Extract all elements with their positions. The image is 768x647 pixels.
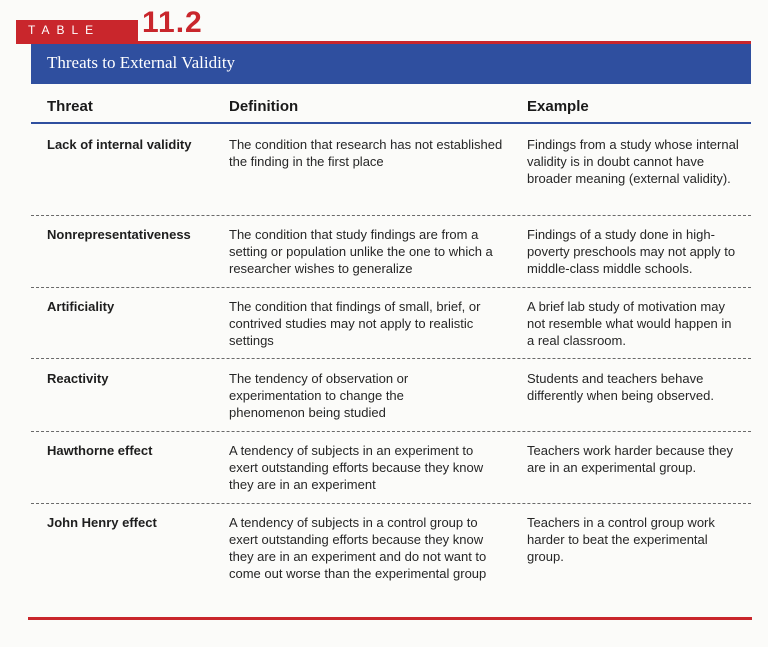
column-header-threat: Threat (47, 98, 93, 115)
table-row-definition: A tendency of subjects in a control group to exert outstanding efforts because they know they are in an experiment and do not want to come out worse than the experimental group (229, 515, 487, 581)
header-rule (31, 122, 751, 124)
table-row-definition: The condition that study findings are from a setting or population unlike the one to which a researcher wishes to generalize (229, 227, 493, 276)
table-row-example: Teachers work harder because they are in an experimental group. (527, 443, 733, 475)
table-number: 11.2 (142, 6, 203, 39)
table-label-word: TABLE (28, 23, 101, 37)
table-row-threat: Reactivity (47, 371, 109, 386)
table-row-example: Findings from a study whose internal validity is in doubt cannot have broader meaning (external validity). (527, 137, 739, 186)
table-row-threat: Lack of internal validity (47, 137, 192, 152)
table-row-example: Teachers in a control group work harder to beat the experimental group. (527, 515, 715, 564)
table-row-threat: John Henry effect (47, 515, 157, 530)
row-divider (31, 503, 751, 504)
table-row-example: Findings of a study done in high-poverty preschools may not apply to middle-class middle schools. (527, 227, 736, 276)
table-row-definition: The tendency of observation or experimentation to change the phenomenon being studied (229, 371, 409, 420)
row-divider (31, 431, 751, 432)
column-header-example: Example (527, 98, 589, 115)
table-row-definition: A tendency of subjects in an experiment to exert outstanding efforts because they know they are in an experiment (229, 443, 484, 492)
column-header-definition: Definition (229, 98, 299, 115)
bottom-red-rule (28, 617, 752, 620)
table-row-threat: Nonrepresentativeness (47, 227, 191, 242)
table-row-threat: Hawthorne effect (47, 443, 153, 458)
table-row-example: A brief lab study of motivation may not resemble what would happen in a real classroom. (527, 299, 732, 348)
row-divider (31, 358, 751, 359)
table-row-definition: The condition that findings of small, brief, or contrived studies may not apply to realistic settings (229, 299, 481, 348)
row-divider (31, 215, 751, 216)
table-row-example: Students and teachers behave differently when being observed. (527, 371, 714, 403)
table-row-definition: The condition that research has not established the finding in the first place (229, 137, 503, 169)
row-divider (31, 287, 751, 288)
table-title: Threats to External Validity (47, 53, 236, 72)
table-row-threat: Artificiality (47, 299, 115, 314)
